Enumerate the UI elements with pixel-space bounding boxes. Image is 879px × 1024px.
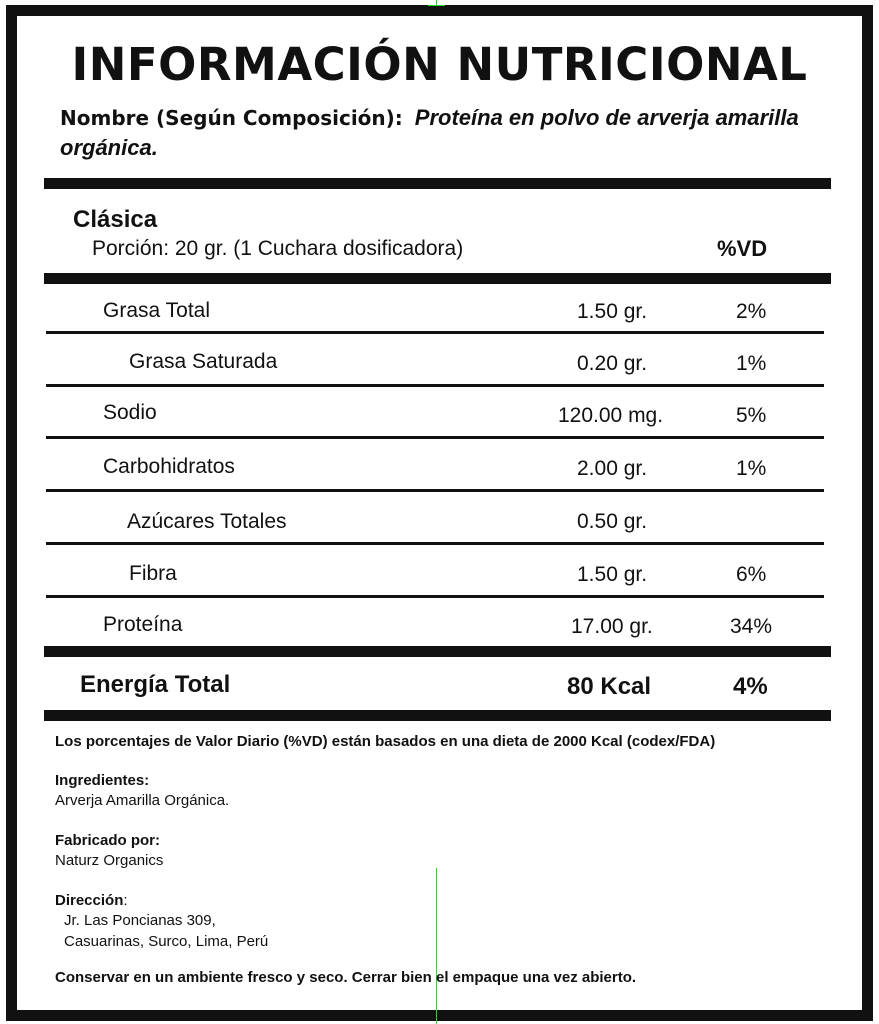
row-divider [46, 542, 824, 545]
row-divider [46, 331, 824, 334]
nutrient-vd: 6% [736, 563, 767, 586]
storage-instructions: Conservar en un ambiente fresco y seco. Cerrar bien el empaque una vez abierto. [55, 969, 637, 986]
top-guide-tick [428, 5, 445, 6]
nutrient-name: Azúcares Totales [127, 510, 287, 533]
address-label: Dirección [55, 892, 124, 909]
ingredients-value: Arverja Amarilla Orgánica. [55, 792, 230, 809]
row-divider [46, 384, 824, 387]
vd-header: %VD [717, 236, 768, 261]
variant-label: Clásica [73, 206, 158, 233]
nutrient-vd: 1% [736, 457, 767, 480]
nutrient-vd: 34% [730, 615, 773, 638]
bottom-guide-line [436, 868, 437, 1024]
portion-label: Porción: 20 gr. (1 Cuchara dosificadora) [92, 237, 464, 260]
nutrient-amount: 17.00 gr. [571, 615, 653, 638]
nutrient-name: Proteína [103, 613, 183, 636]
product-name-label: Nombre (Según Composición): [60, 106, 403, 130]
product-name-value: Proteína en polvo de arverja amarilla orgánica. [60, 105, 799, 160]
nutrient-amount: 1.50 gr. [577, 563, 648, 586]
address-heading [55, 892, 128, 909]
address-label-colon: : [123, 892, 128, 909]
address-line-2: Casuarinas, Surco, Lima, Perú [64, 933, 269, 950]
nutrient-amount: 1.50 gr. [577, 300, 648, 323]
nutrient-vd: 2% [736, 300, 767, 323]
nutrient-name: Grasa Total [103, 299, 210, 322]
nutrient-amount: 0.20 gr. [577, 352, 648, 375]
thick-divider-bottom [44, 710, 831, 721]
row-divider [46, 595, 824, 598]
nutrient-name: Sodio [103, 401, 157, 424]
energy-vd: 4% [733, 673, 768, 700]
nutrient-amount: 120.00 mg. [558, 404, 664, 427]
daily-value-footnote: Los porcentajes de Valor Diario (%VD) están basados en una dieta de 2000 Kcal (codex/FDA) [55, 733, 716, 750]
product-name-block [60, 103, 800, 162]
row-divider [46, 436, 824, 439]
thick-divider-header [44, 273, 831, 284]
label-title: INFORMACIÓN NUTRICIONAL [71, 38, 808, 91]
row-divider [46, 489, 824, 492]
nutrient-name: Fibra [129, 562, 177, 585]
address-line-1: Jr. Las Poncianas 309, [64, 912, 216, 929]
nutrient-amount: 0.50 gr. [577, 510, 648, 533]
ingredients-label: Ingredientes: [55, 772, 150, 789]
nutrient-amount: 2.00 gr. [577, 457, 648, 480]
manufacturer-label: Fabricado por: [55, 832, 161, 849]
thick-divider-top [44, 178, 831, 189]
nutrient-vd: 5% [736, 404, 767, 427]
manufacturer-value: Naturz Organics [55, 852, 164, 869]
thick-divider-energy [44, 646, 831, 657]
nutrient-name: Grasa Saturada [129, 350, 278, 373]
nutrient-vd: 1% [736, 352, 767, 375]
nutrient-name: Carbohidratos [103, 455, 235, 478]
energy-amount: 80 Kcal [567, 673, 652, 700]
energy-label: Energía Total [80, 671, 231, 698]
